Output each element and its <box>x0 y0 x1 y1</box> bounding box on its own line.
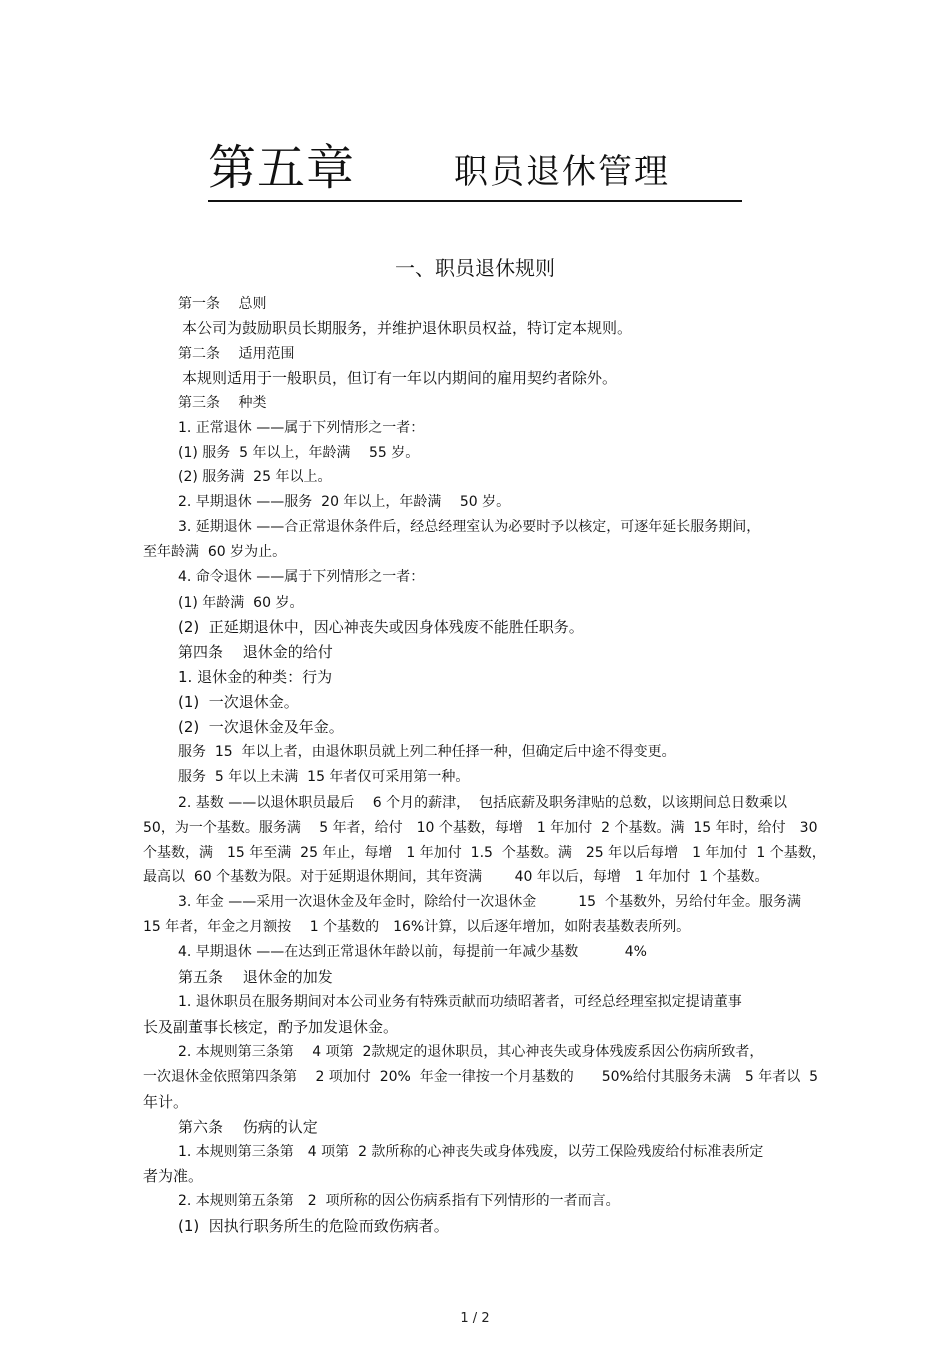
paragraph-line: (1) 因执行职务所生的危险而致伤病者。 <box>178 1217 449 1235</box>
paragraph-line: (2) 正延期退休中，因心神丧失或因身体残废不能胜任职务。 <box>178 618 584 636</box>
paragraph-line: 年计。 <box>143 1093 189 1111</box>
article-heading: 第一条 总则 <box>178 296 267 312</box>
paragraph-line: 50，为一个基数。服务满 5 年者，给付 10 个基数，每增 1 年加付 2 个基数。满 15 年时，给付 30 <box>143 820 818 836</box>
paragraph-line: 2. 早期退休 ——服务 20 年以上，年龄满 50 岁。 <box>178 494 511 510</box>
paragraph-line: (1) 年龄满 60 岁。 <box>178 595 304 611</box>
paragraph-line: (1) 一次退休金。 <box>178 693 299 711</box>
paragraph-line: 2. 本规则第五条第 2 项所称的因公伤病系指有下列情形的一者而言。 <box>178 1193 620 1209</box>
paragraph-line: 3. 延期退休 ——合正常退休条件后，经总经理室认为必要时予以核定，可逐年延长服务期间， <box>178 519 761 535</box>
paragraph-line: 3. 年金 ——采用一次退休金及年金时，除给付一次退休金 15 个基数外，另给付年金。服务满 <box>178 894 801 910</box>
paragraph-line: 一次退休金依照第四条第 2 项加付 20% 年金一律按一个月基数的 50%给付其服务未满 5 年者以 5 <box>143 1069 819 1085</box>
paragraph-line: 本公司为鼓励职员长期服务，并维护退休职员权益，特订定本规则。 <box>182 319 633 337</box>
chapter-heading <box>208 138 742 202</box>
article-heading: 第三条 种类 <box>178 395 267 411</box>
paragraph-line: 至年龄满 60 岁为止。 <box>143 544 287 560</box>
chapter-number: 第五章 <box>208 140 356 196</box>
article-heading: 第二条 适用范围 <box>178 346 295 362</box>
paragraph-line: 服务 5 年以上未满 15 年者仅可采用第一种。 <box>178 769 470 785</box>
paragraph-line: 者为准。 <box>143 1167 204 1185</box>
paragraph-line: 1. 正常退休 ——属于下列情形之一者： <box>178 420 425 436</box>
paragraph-line: 2. 本规则第三条第 4 项第 2款规定的退休职员，其心神丧失或身体残废系因公伤病所致者， <box>178 1044 764 1060</box>
paragraph-line: (1) 服务 5 年以上，年龄满 55 岁。 <box>178 445 420 461</box>
article-heading: 第六条 伤病的认定 <box>178 1118 318 1136</box>
paragraph-line: 最高以 60 个基数为限。对于延期退休期间，其年资满 40 年以后，每增 1 年加付 1 个基数。 <box>143 869 769 885</box>
article-heading: 第四条 退休金的给付 <box>178 643 333 661</box>
page-number: 1 / 2 <box>460 1311 490 1326</box>
paragraph-line: 4. 早期退休 ——在达到正常退休年龄以前，每提前一年减少基数 4% <box>178 944 647 960</box>
paragraph-line: 2. 基数 ——以退休职员最后 6 个月的薪津， 包括底薪及职务津贴的总数，以该期间总日数乘以 <box>178 795 787 811</box>
chapter-title: 职员退休管理 <box>454 152 670 192</box>
paragraph-line: (2) 服务满 25 年以上。 <box>178 469 332 485</box>
paragraph-line: 服务 15 年以上者，由退休职员就上列二种任择一种，但确定后中途不得变更。 <box>178 744 676 760</box>
paragraph-line: 本规则适用于一般职员，但订有一年以内期间的雇用契约者除外。 <box>182 369 618 387</box>
paragraph-line: 长及副董事长核定，酌予加发退休金。 <box>143 1018 399 1036</box>
article-heading: 第五条 退休金的加发 <box>178 968 333 986</box>
paragraph-line: (2) 一次退休金及年金。 <box>178 718 344 736</box>
paragraph-line: 4. 命令退休 ——属于下列情形之一者： <box>178 569 425 585</box>
paragraph-line: 1. 本规则第三条第 4 项第 2 款所称的心神丧失或身体残废，以劳工保险残废给付标准表所定 <box>178 1144 764 1160</box>
paragraph-line: 1. 退休职员在服务期间对本公司业务有特殊贡献而功绩昭著者，可经总经理室拟定提请董事 <box>178 994 742 1010</box>
section-title: 一、职员退休规则 <box>395 256 555 280</box>
paragraph-line: 15 年者，年金之月额按 1 个基数的 16%计算，以后逐年增加，如附表基数表所列。 <box>143 919 691 935</box>
paragraph-line: 1. 退休金的种类：行为 <box>178 668 333 686</box>
paragraph-line: 个基数，满 15 年至满 25 年止，每增 1 年加付 1.5 个基数。满 25 年以后每增 1 年加付 1 个基数， <box>143 845 826 861</box>
